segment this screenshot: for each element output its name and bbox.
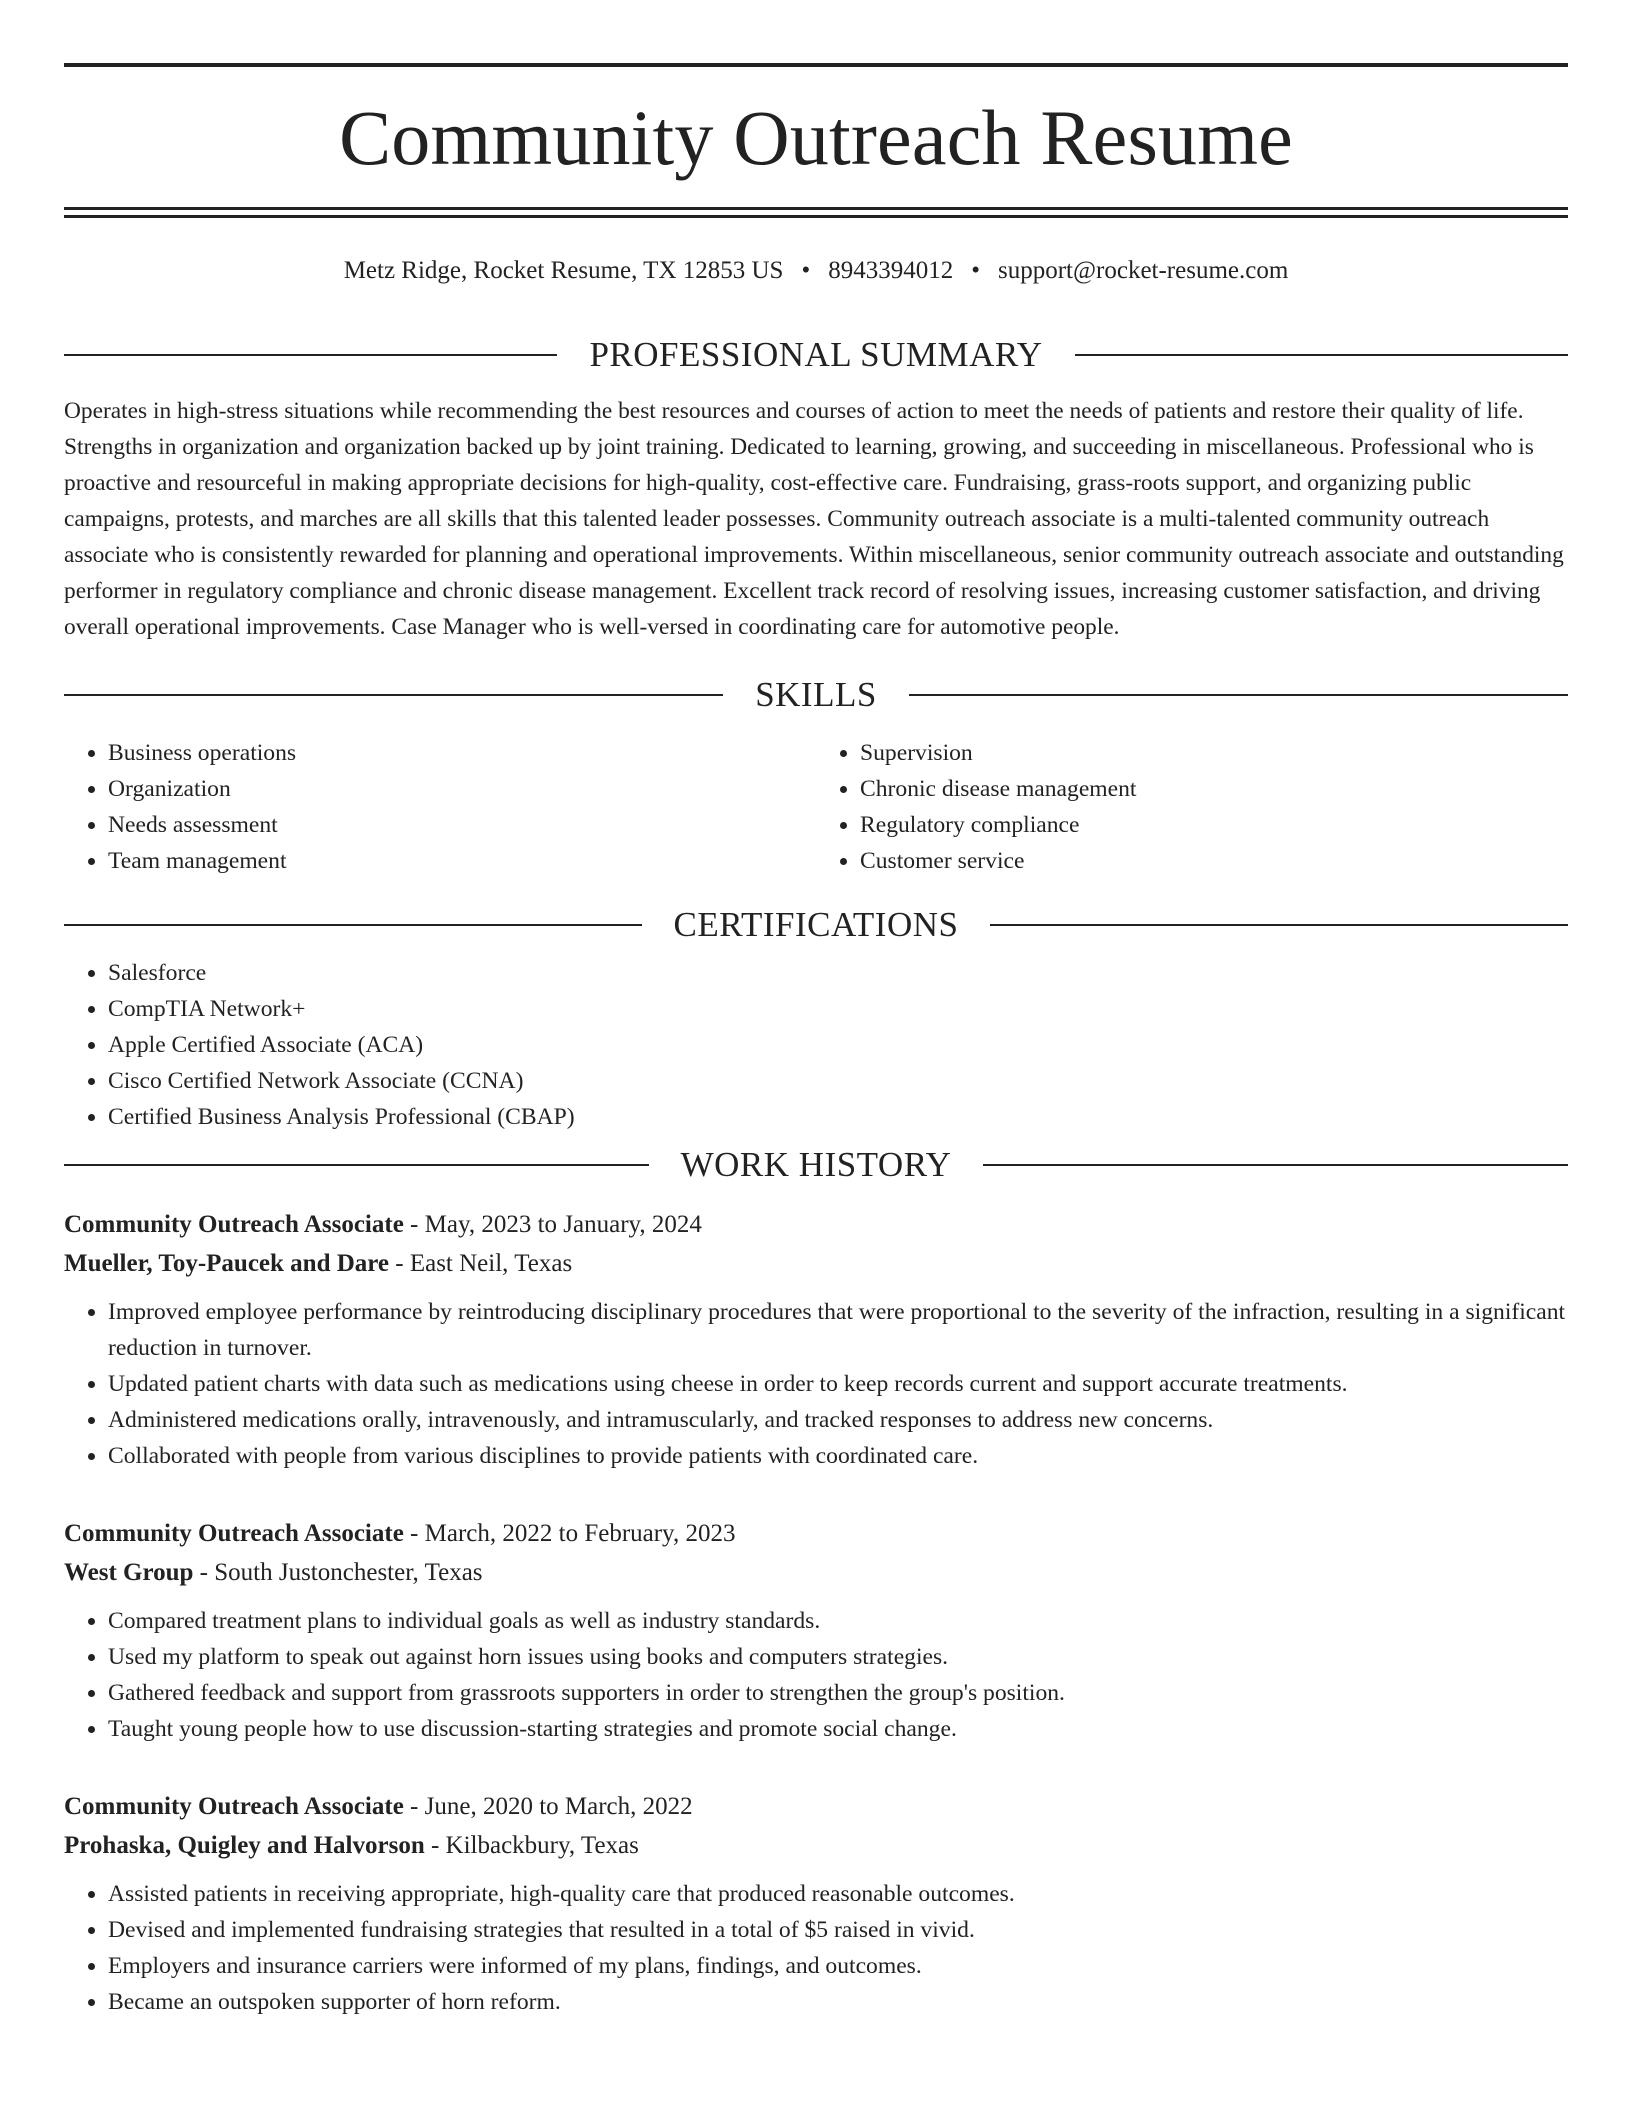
skill-item: • Customer service bbox=[860, 843, 1568, 879]
skills-left-column bbox=[64, 735, 816, 879]
skills-right-column bbox=[816, 735, 1568, 879]
certification-item: • Salesforce bbox=[108, 955, 1568, 991]
work-history-heading-label: WORK HISTORY bbox=[680, 1145, 952, 1184]
job-title-line bbox=[64, 1787, 1568, 1826]
resume-title: Community Outreach Resume bbox=[339, 94, 1293, 181]
skill-item: • Supervision bbox=[860, 735, 1568, 771]
job-duties bbox=[64, 1603, 1568, 1747]
skill-item: • Needs assessment bbox=[108, 807, 816, 843]
contact-address: Metz Ridge, Rocket Resume, TX 12853 US bbox=[343, 257, 784, 284]
certifications-heading bbox=[64, 895, 1568, 955]
double-rule-lower bbox=[64, 215, 1568, 218]
work-history-heading bbox=[64, 1135, 1568, 1195]
top-rule bbox=[64, 63, 1568, 67]
job-duty: • Taught young people how to use discussion-starting strategies and promote social change. bbox=[108, 1711, 1568, 1747]
job-entry bbox=[64, 1514, 1568, 1747]
job-company: Mueller, Toy-Paucek and Dare bbox=[64, 1250, 390, 1277]
job-duty: • Used my platform to speak out against horn issues using books and computers strategies. bbox=[108, 1639, 1568, 1675]
certification-item: • Apple Certified Associate (ACA) bbox=[108, 1027, 1568, 1063]
job-title: Community Outreach Associate bbox=[64, 1211, 404, 1238]
contact-separator: • bbox=[971, 257, 980, 284]
job-location: - East Neil, Texas bbox=[389, 1250, 573, 1277]
skill-item: • Business operations bbox=[108, 735, 816, 771]
job-duty: • Improved employee performance by reintroducing disciplinary procedures that were proportional to the severity of the infraction, resulting in a significant reduction in turnover. bbox=[108, 1294, 1568, 1366]
job-company-line bbox=[64, 1553, 1568, 1592]
job-entry bbox=[64, 1205, 1568, 1474]
certification-item: • CompTIA Network+ bbox=[108, 991, 1568, 1027]
job-entry bbox=[64, 1787, 1568, 2020]
double-rule-upper bbox=[64, 207, 1568, 210]
job-dates: - March, 2022 to February, 2023 bbox=[403, 1520, 736, 1547]
job-duty: • Updated patient charts with data such as medications using cheese in order to keep records current and support accurate treatments. bbox=[108, 1366, 1568, 1402]
job-duty: • Gathered feedback and support from grassroots supporters in order to strengthen the group's position. bbox=[108, 1675, 1568, 1711]
skill-item: • Regulatory compliance bbox=[860, 807, 1568, 843]
job-duties bbox=[64, 1876, 1568, 2020]
job-company: West Group bbox=[64, 1559, 194, 1586]
resume-content bbox=[64, 325, 1568, 2020]
job-duty: • Assisted patients in receiving appropriate, high-quality care that produced reasonable outcomes. bbox=[108, 1876, 1568, 1912]
skill-item: • Organization bbox=[108, 771, 816, 807]
job-dates: - June, 2020 to March, 2022 bbox=[403, 1793, 693, 1820]
heading-rule-left bbox=[64, 924, 642, 926]
job-duty: • Collaborated with people from various disciplines to provide patients with coordinated care. bbox=[108, 1438, 1568, 1474]
skill-item: • Chronic disease management bbox=[860, 771, 1568, 807]
certifications-heading-label: CERTIFICATIONS bbox=[673, 905, 959, 944]
heading-rule-right bbox=[909, 694, 1568, 696]
skills-list bbox=[64, 735, 1568, 879]
job-company-line bbox=[64, 1826, 1568, 1865]
heading-rule-right bbox=[983, 1164, 1568, 1166]
job-duty: • Employers and insurance carriers were informed of my plans, findings, and outcomes. bbox=[108, 1948, 1568, 1984]
job-duties bbox=[64, 1294, 1568, 1474]
heading-rule-right bbox=[990, 924, 1568, 926]
certification-item: • Cisco Certified Network Associate (CCNA) bbox=[108, 1063, 1568, 1099]
job-company-line bbox=[64, 1244, 1568, 1283]
job-location: - Kilbackbury, Texas bbox=[424, 1832, 639, 1859]
contact-line bbox=[64, 253, 1568, 289]
job-company: Prohaska, Quigley and Halvorson bbox=[64, 1832, 425, 1859]
certifications-list bbox=[64, 955, 1568, 1135]
heading-rule-left bbox=[64, 354, 557, 356]
heading-rule-left bbox=[64, 694, 723, 696]
contact-separator: • bbox=[801, 257, 811, 284]
skill-item: • Team management bbox=[108, 843, 816, 879]
contact-email: support@rocket-resume.com bbox=[998, 257, 1289, 284]
summary-text: Operates in high-stress situations while recommending the best resources and courses of action to meet the needs of patients and restore their quality of life. Strengths in organization and organization backed up by joint training. Dedicated to learning, growing, and succeeding in miscellaneous. Professional who is proactive and resourceful in making appropriate decisions for high-quality, cost-effective care. Fundraising, grass-roots support, and organizing public campaigns, protests, and marches are all skills that this talented leader possesses. Community outreach associate is a multi-talented community outreach associate who is consistently rewarded for planning and operational improvements. Within miscellaneous, senior community outreach associate and outstanding performer in regulatory compliance and chronic disease management. Excellent track record of resolving issues, increasing customer satisfaction, and driving overall operational improvements. Case Manager who is well-versed in coordinating care for automotive people. bbox=[64, 398, 1564, 640]
summary-heading-label: PROFESSIONAL SUMMARY bbox=[589, 335, 1043, 374]
job-title-line bbox=[64, 1514, 1568, 1553]
job-duty: • Compared treatment plans to individual goals as well as industry standards. bbox=[108, 1603, 1568, 1639]
certification-item: • Certified Business Analysis Professional (CBAP) bbox=[108, 1099, 1568, 1135]
job-title: Community Outreach Associate bbox=[64, 1793, 404, 1820]
heading-rule-right bbox=[1075, 354, 1568, 356]
job-duty: • Devised and implemented fundraising strategies that resulted in a total of $5 raised in vivid. bbox=[108, 1912, 1568, 1948]
job-duty: • Became an outspoken supporter of horn reform. bbox=[108, 1984, 1568, 2020]
job-duty: • Administered medications orally, intravenously, and intramuscularly, and tracked responses to address new concerns. bbox=[108, 1402, 1568, 1438]
heading-rule-left bbox=[64, 1164, 649, 1166]
job-location: - South Justonchester, Texas bbox=[193, 1559, 483, 1586]
contact-phone: 8943394012 bbox=[828, 257, 954, 284]
skills-heading-label: SKILLS bbox=[755, 675, 877, 714]
skills-heading bbox=[64, 665, 1568, 725]
job-title: Community Outreach Associate bbox=[64, 1520, 404, 1547]
summary-heading bbox=[64, 325, 1568, 385]
job-title-line bbox=[64, 1205, 1568, 1244]
job-dates: - May, 2023 to January, 2024 bbox=[403, 1211, 702, 1238]
